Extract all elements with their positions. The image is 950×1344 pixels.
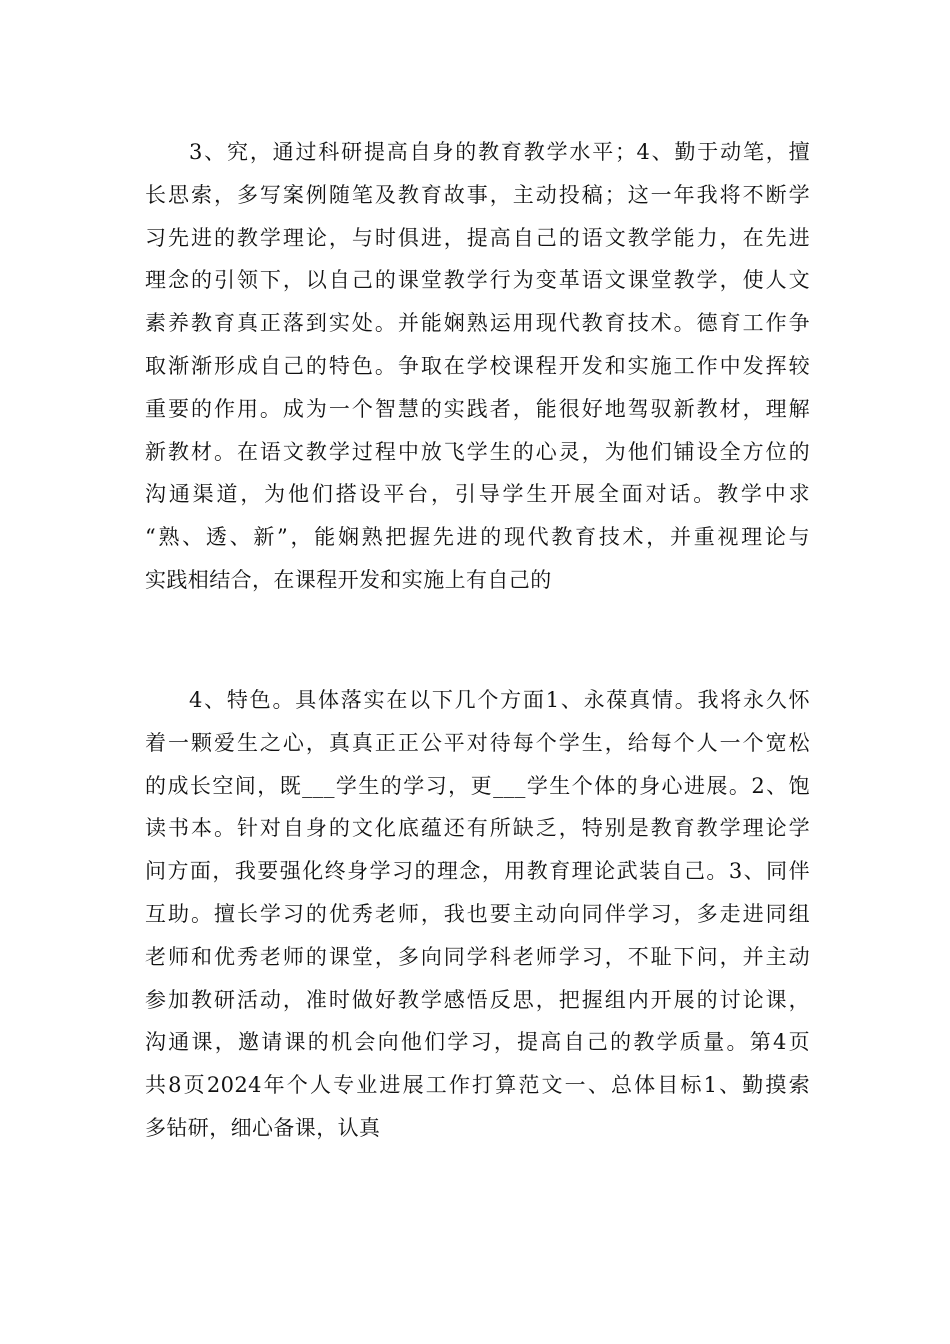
- paragraph-line: 理念的引领下，以自己的课堂教学行为变革语文课堂教学，使人文: [145, 268, 810, 293]
- paragraph-line: 的成长空间，既___学生的学习，更___学生个体的身心进展。2、饱: [145, 773, 810, 798]
- paragraph-line: 4、特色。具体落实在以下几个方面1、永葆真情。我将永久怀: [189, 688, 810, 712]
- paragraph-line: 长思索，多写案例随笔及教育故事，主动投稿；这一年我将不断学: [145, 182, 810, 207]
- paragraph-line: 实践相结合，在课程开发和实施上有自己的: [145, 567, 552, 592]
- paragraph-line: 沟通课，邀请课的机会向他们学习，提高自己的教学质量。第4页: [145, 1030, 810, 1055]
- paragraph-line: 重要的作用。成为一个智慧的实践者，能很好地驾驭新教材，理解: [145, 396, 810, 421]
- paragraph-line: 老师和优秀老师的课堂，多向同学科老师学习，不耻下问，并主动: [145, 944, 810, 969]
- paragraph-line: 新教材。在语文教学过程中放飞学生的心灵，为他们铺设全方位的: [145, 439, 810, 464]
- paragraph-line: 着一颗爱生之心，真真正正公平对待每个学生，给每个人一个宽松: [145, 730, 810, 755]
- paragraph-line: 问方面，我要强化终身学习的理念，用教育理论武装自己。3、同伴: [145, 859, 810, 884]
- paragraph-line: 读书本。针对自身的文化底蕴还有所缺乏，特别是教育教学理论学: [145, 816, 810, 841]
- paragraph-line: 沟通渠道，为他们搭设平台，引导学生开展全面对话。教学中求: [145, 482, 810, 507]
- paragraph-line: 3、究，通过科研提高自身的教育教学水平；4、勤于动笔，擅: [189, 140, 810, 164]
- paragraph-line: 取渐渐形成自己的特色。争取在学校课程开发和实施工作中发挥较: [145, 353, 810, 378]
- paragraph-line: 互助。擅长学习的优秀老师，我也要主动向同伴学习，多走进同组: [145, 901, 810, 926]
- paragraph-line: “熟、透、新”，能娴熟把握先进的现代教育技术，并重视理论与: [145, 525, 810, 550]
- paragraph-line: 多钻研，细心备课，认真: [145, 1115, 381, 1140]
- paragraph-1: [145, 131, 810, 602]
- paragraph-line: 习先进的教学理论，与时俱进，提高自己的语文教学能力，在先进: [145, 225, 810, 250]
- paragraph-line: 素养教育真正落到实处。并能娴熟运用现代教育技术。德育工作争: [145, 311, 810, 336]
- paragraph-2: [145, 679, 810, 1150]
- paragraph-line: 参加教研活动，准时做好教学感悟反思，把握组内开展的讨论课，: [145, 987, 810, 1012]
- paragraph-line: 共8页2024年个人专业进展工作打算范文一、总体目标1、勤摸索: [145, 1073, 810, 1098]
